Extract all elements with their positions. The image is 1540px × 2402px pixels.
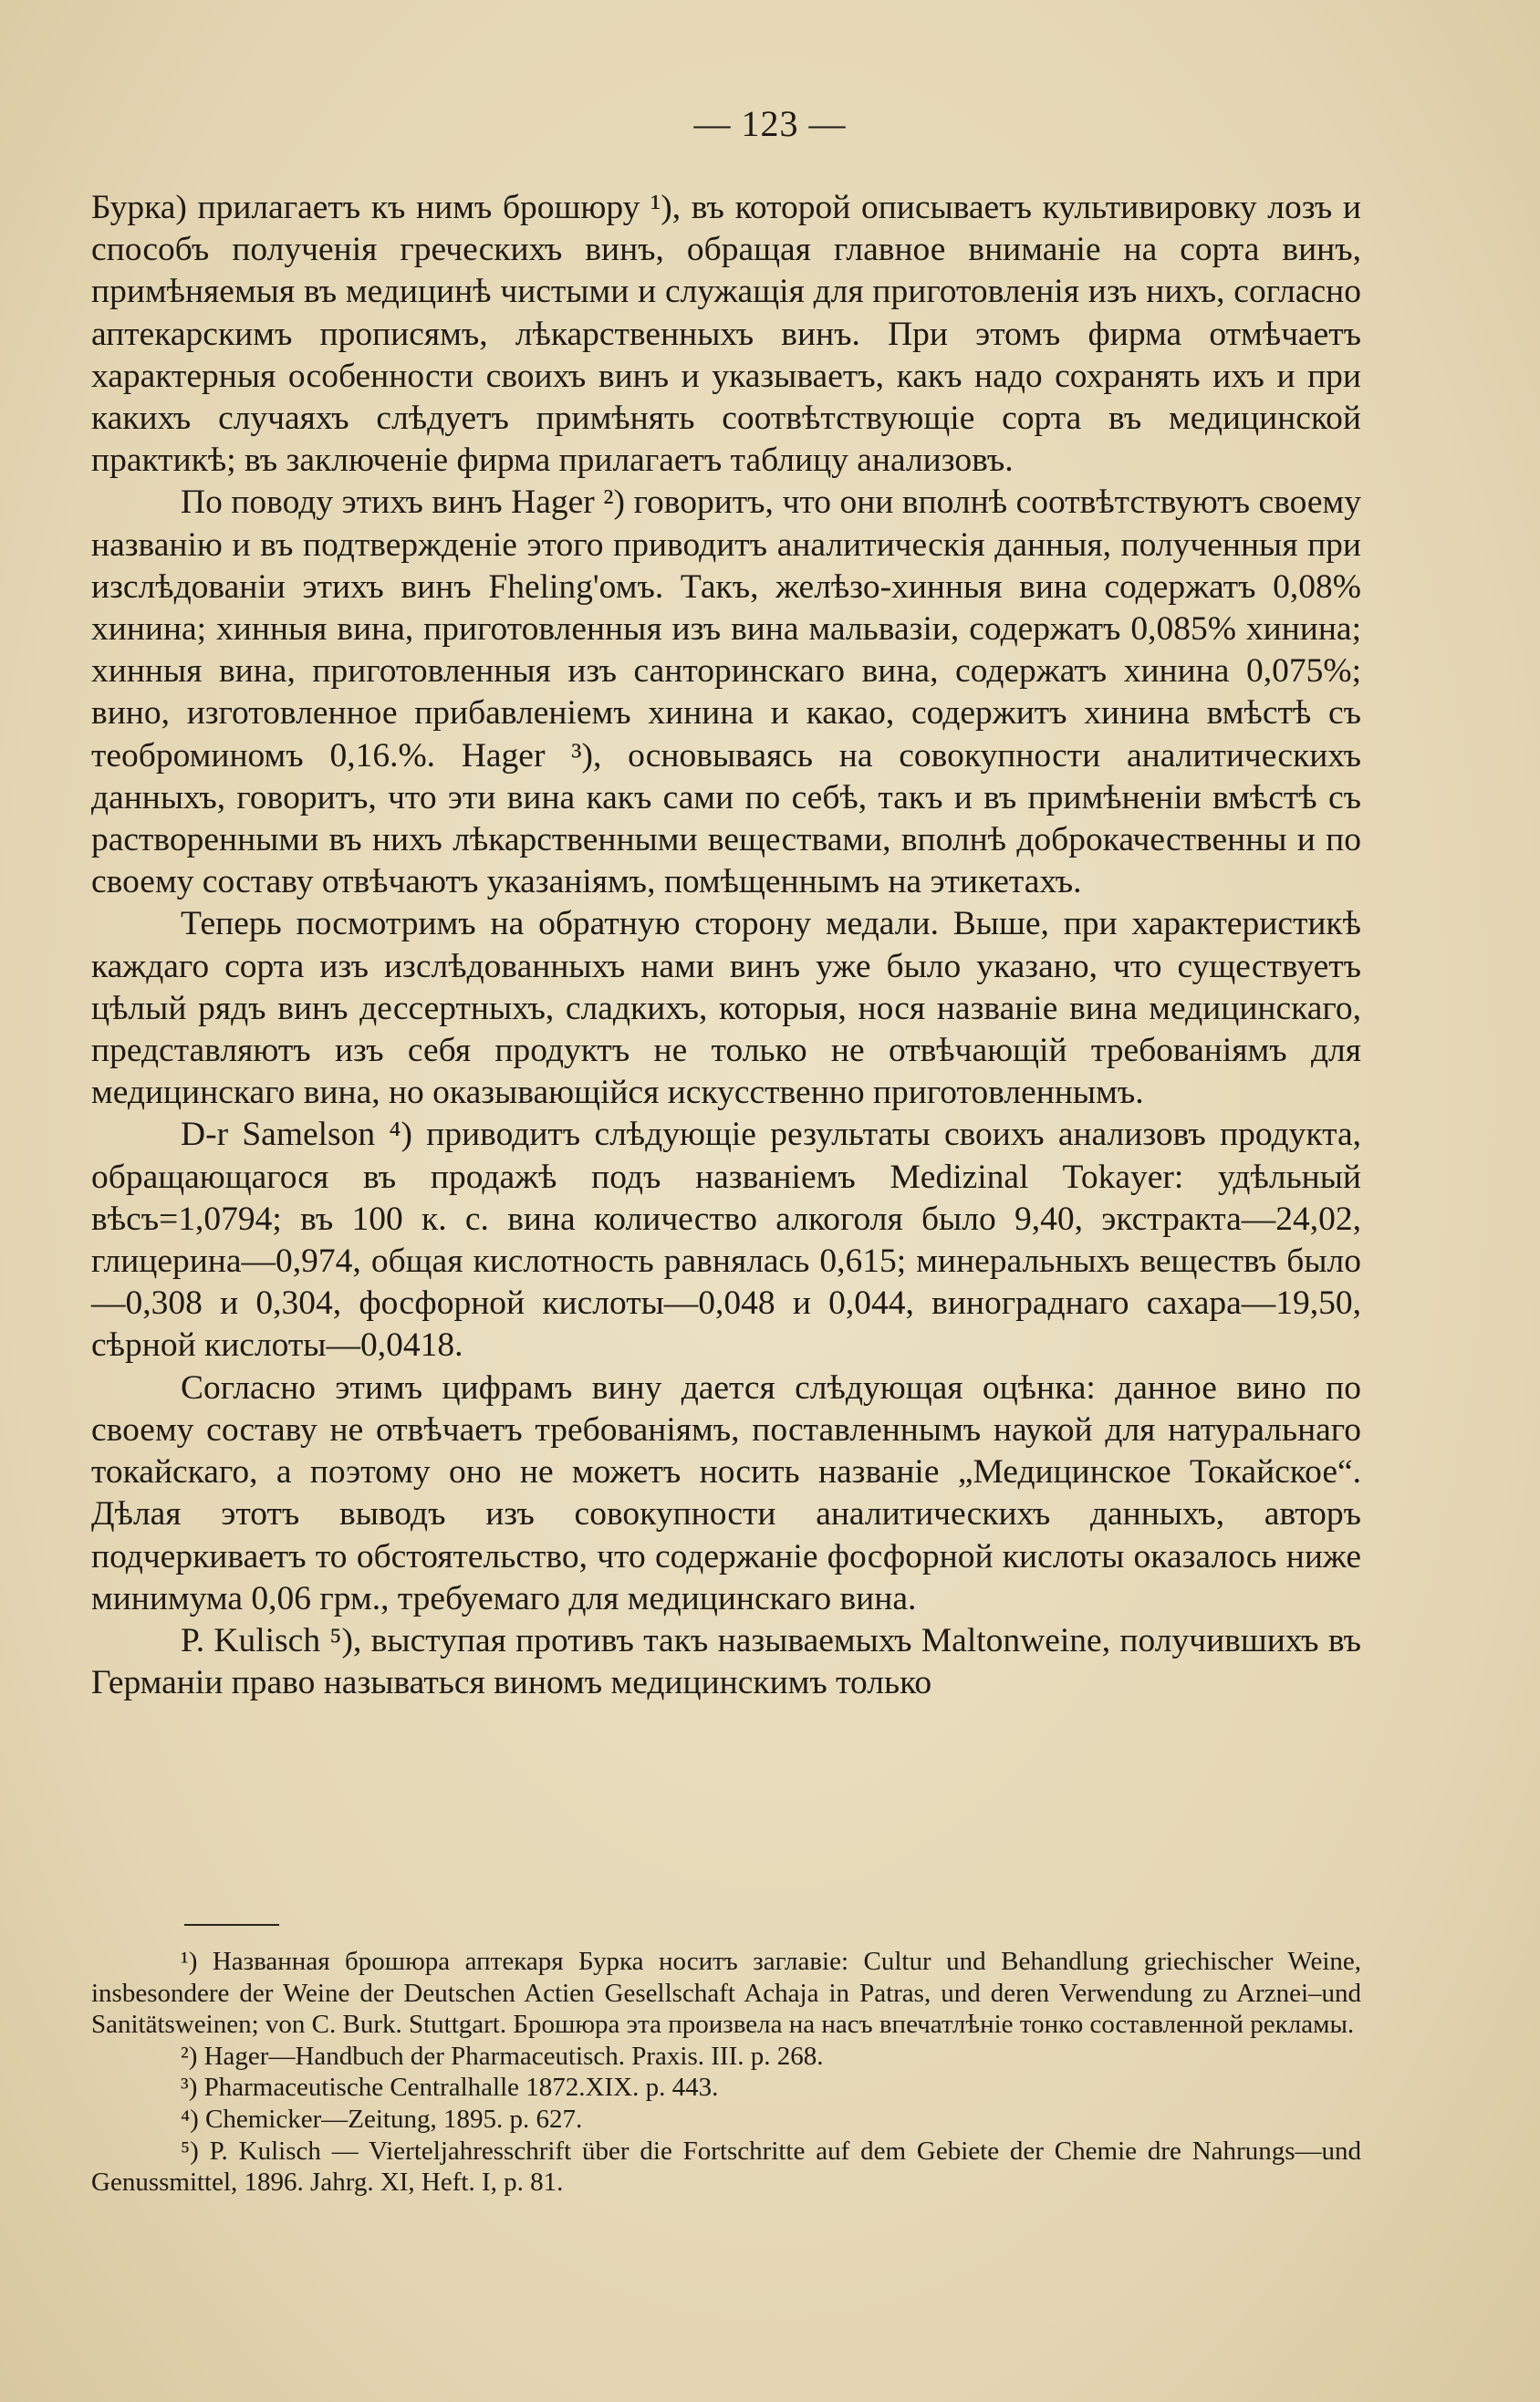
paragraph-6: P. Kulisch ⁵), выступая противъ такъ называемыхъ Maltonweine, получившихъ въ Германіи право называться виномъ медицинскимъ только: [91, 1621, 1361, 1702]
paragraph-2: По поводу этихъ винъ Hager ²) говоритъ, что они вполнѣ соотвѣтствуютъ своему названію и въ подтвержденіе этого приводитъ аналитическія данныя, полученныя при изслѣдованіи этихъ винъ Fheling'омъ. Такъ, желѣзо-хинныя вина содержатъ 0,08% хинина; хинныя вина, приготовленныя изъ вина мальвазіи, содержатъ 0,085% хинина; хинныя вина, приготовленныя изъ санторинскаго вина, содержатъ хинина 0,075%; вино, изготовленное прибавленіемъ хинина и какао, содержитъ хинина вмѣстѣ съ теоброминомъ 0,16.%. Hager ³), основываясь на совокупности аналитическихъ данныхъ, говоритъ, что эти вина какъ сами по себѣ, такъ и въ примѣненіи вмѣстѣ съ растворенными въ нихъ лѣкарственными веществами, вполнѣ доброкачественны и по своему составу отвѣчаютъ указаніямъ, помѣщеннымъ на этикетахъ.: [91, 484, 1361, 901]
footnote-1: ¹) Названная брошюра аптекаря Бурка носитъ заглавіе: Cultur und Behandlung griechischer Weine, insbesondere der Weine der Deutschen Actien Gesellschaft Achaja in Patras, und deren Verwendung zu Arznei–und Sanitätsweinen; von C. Burk. Stuttgart. Брошюра эта произвела на насъ впечатлѣніе тонко составленной рекламы.: [91, 1947, 1361, 2040]
main-text: [91, 187, 1361, 1704]
footnotes: [91, 1946, 1361, 2199]
footnote-4: ⁴) Chemicker—Zeitung, 1895. p. 627.: [181, 2104, 583, 2134]
footnote-2: ²) Hager—Handbuch der Pharmaceutisch. Praxis. III. p. 268.: [181, 2041, 824, 2071]
paragraph-5: Согласно этимъ цифрамъ вину дается слѣдующая оцѣнка: данное вино по своему составу не отвѣчаетъ требованіямъ, поставленнымъ наукой для натуральнаго токайскаго, а поэтому оно не можетъ носить названіе „Медицинское Токайское“. Дѣлая этотъ выводъ изъ совокупности аналитическихъ данныхъ, авторъ подчеркиваетъ то обстоятельство, что содержаніе фосфорной кислоты оказалось ниже минимума 0,06 грм., требуемаго для медицинскаго вина.: [91, 1368, 1361, 1617]
page-number: — 123 —: [693, 103, 847, 144]
paragraph-1: Бурка) прилагаетъ къ нимъ брошюру ¹), въ которой описываетъ культивировку лозъ и способъ полученія греческихъ винъ, обращая главное вниманіе на сорта винъ, примѣняемыя въ медицинѣ чистыми и служащія для приготовленія изъ нихъ, согласно аптекарскимъ прописямъ, лѣкарственныхъ винъ. При этомъ фирма отмѣчаетъ характерныя особенности своихъ винъ и указываетъ, какъ надо сохранять ихъ и при какихъ случаяхъ слѣдуетъ примѣнять соотвѣтствующіе сорта въ медицинской практикѣ; въ заключеніе фирма прилагаетъ таблицу анализовъ.: [91, 189, 1361, 480]
paragraph-4: D-r Samelson ⁴) приводитъ слѣдующіе результаты своихъ анализовъ продукта, обращающагося въ продажѣ подъ названіемъ Medizinal Tokayer: удѣльный вѣсъ=1,0794; въ 100 к. с. вина количество алкоголя было 9,40, экстракта—24,02, глицерина—0,974, общая кислотность равнялась 0,615; минеральныхъ веществъ было—0,308 и 0,304, фосфорной кислоты—0,048 и 0,044, винограднаго сахара—19,50, сѣрной кислоты—0,0418.: [91, 1116, 1361, 1365]
footnote-divider: [184, 1924, 279, 1926]
paragraph-3: Теперь посмотримъ на обратную сторону медали. Выше, при характеристикѣ каждаго сорта изъ изслѣдованныхъ нами винъ уже было указано, что существуетъ цѣлый рядъ винъ дессертныхъ, сладкихъ, которыя, нося названіе вина медицинскаго, представляютъ изъ себя продуктъ не только не отвѣчающій требованіямъ для медицинскаго вина, но оказывающійся искусственно приготовленнымъ.: [91, 905, 1361, 1112]
footnote-5: ⁵) P. Kulisch — Vierteljahresschrift über die Fortschritte auf dem Gebiete der Chemie dre Nahrungs—und Genussmittel, 1896. Jahrg. XI, Heft. I, p. 81.: [91, 2136, 1361, 2198]
footnote-3: ³) Pharmaceutische Centralhalle 1872.XIX. p. 443.: [181, 2073, 719, 2103]
